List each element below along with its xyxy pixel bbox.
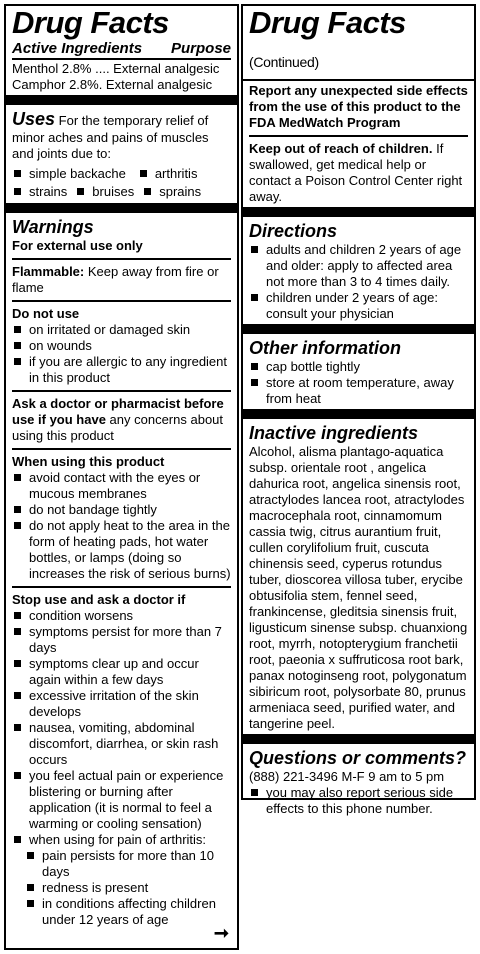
rule — [12, 448, 231, 450]
uses-item: simple backache — [12, 166, 126, 182]
continued-arrow-icon: ➞ — [213, 923, 229, 943]
questions-list — [249, 785, 468, 817]
rule — [12, 258, 231, 260]
section-divider — [241, 734, 476, 744]
list-item: excessive irritation of the skin develops — [12, 688, 231, 720]
inactive-ingredients-text: Alcohol, alisma plantago-aquatica subsp. orientale root , angelica dahurica root, angelica sinensis root, atractylodes lancea root, atractylodes macrocephala root, cinnamomum cassia twig, citrus aurantium fruit, cullen corylifolium fruit, cuscuta chinensis seed, cyperus rotundus tuber, dioscorea villosa tuber, erycibe obtusifolia stem, fennel seed, frankincense, gleditsia sinensis fruit, ligusticum sinense subsp. chuanxiong root, myrrh, notopterygium franchetii root, paeonia x suffruticosa root bark, panax notoginseng root, polygonatum sibiricum root, polysorbate 80, prunus armeniaca seed, purified water, and tangerine peel. — [249, 444, 468, 731]
list-item: you feel actual pain or experience blistering or burning after application (it is normal to feel a warming or cooling sensation) — [12, 768, 231, 832]
list-item: when using for pain of arthritis: — [12, 832, 231, 848]
directions-list — [249, 242, 468, 322]
section-divider — [241, 207, 476, 217]
other-information-list — [249, 359, 468, 407]
when-using-list — [12, 470, 231, 582]
list-item: cap bottle tightly — [249, 359, 468, 375]
uses-heading: Uses — [12, 109, 56, 129]
list-item: symptoms persist for more than 7 days — [12, 624, 231, 656]
keep-out-of-reach: Keep out of reach of children. If swallowed, get medical help or contact a Poison Control Center right away. — [249, 141, 463, 204]
panel-title: Drug Facts — [12, 5, 169, 40]
panel-title: Drug Facts (Continued) — [249, 5, 406, 70]
phone-number: (888) 221-3496 M-F 9 am to 5 pm — [249, 769, 445, 784]
active-line-menthol: Menthol 2.8% .... External analgesic — [12, 61, 220, 76]
rule — [249, 135, 468, 137]
uses-text: For the temporary relief of minor aches and pains of muscles and joints due to: — [12, 113, 209, 161]
list-item: adults and children 2 years of age and older: apply to affected area not more than 3 to 4 times daily. — [249, 242, 468, 290]
when-using-heading: When using this product — [12, 454, 165, 469]
uses-item: arthritis — [138, 166, 198, 182]
purpose-heading: Purpose — [170, 40, 231, 57]
uses-item: sprains — [142, 184, 201, 200]
directions-heading: Directions — [249, 221, 338, 241]
do-not-use-list — [12, 322, 231, 386]
questions-heading: Questions or comments? — [249, 748, 467, 768]
list-item: do not bandage tightly — [12, 502, 231, 518]
section-divider — [4, 95, 239, 105]
list-item: symptoms clear up and occur again within a few days — [12, 656, 231, 688]
rule — [12, 390, 231, 392]
active-line-camphor: Camphor 2.8%. External analgesic — [12, 77, 213, 92]
other-information-heading: Other information — [249, 338, 401, 358]
list-item: nausea, vomiting, abdominal discomfort, diarrhea, or skin rash occurs — [12, 720, 231, 768]
list-subitem: redness is present — [12, 880, 231, 896]
rule — [12, 586, 231, 588]
section-divider — [4, 203, 239, 213]
list-item: store at room temperature, away from heat — [249, 375, 468, 407]
active-ingredients-header — [12, 40, 231, 60]
continued-label: (Continued) — [249, 54, 319, 70]
external-use-notice: For external use only — [12, 238, 143, 253]
list-item: on wounds — [12, 338, 231, 354]
section-divider — [241, 409, 476, 419]
uses-item: strains — [12, 184, 67, 200]
uses-row-2 — [12, 183, 231, 201]
list-subitem: pain persists for more than 10 days — [12, 848, 231, 880]
list-item: do not apply heat to the area in the form of heating pads, hot water bottles, or lamps (doing so increases the risk of serious burns) — [12, 518, 231, 582]
list-item: you may also report serious side effects to this phone number. — [249, 785, 468, 817]
section-divider — [241, 324, 476, 334]
uses-section — [12, 109, 231, 162]
warnings-heading: Warnings — [12, 217, 94, 237]
do-not-use-heading: Do not use — [12, 306, 80, 321]
list-item: children under 2 years of age: consult your physician — [249, 290, 468, 322]
uses-row-1 — [12, 165, 231, 183]
stop-use-list — [12, 608, 231, 928]
flammable-notice: Flammable: Keep away from fire or flame — [12, 264, 219, 295]
drug-facts-panel-left — [4, 4, 239, 950]
active-ingredients-heading: Active Ingredients — [12, 40, 143, 57]
list-item: avoid contact with the eyes or mucous membranes — [12, 470, 231, 502]
stop-use-heading: Stop use and ask a doctor if — [12, 592, 186, 607]
inactive-ingredients-heading: Inactive ingredients — [249, 423, 419, 443]
list-item: on irritated or damaged skin — [12, 322, 231, 338]
uses-item: bruises — [75, 184, 134, 200]
list-subitem: in conditions affecting children under 12 years of age — [12, 896, 231, 928]
list-item: if you are allergic to any ingredient in this product — [12, 354, 231, 386]
list-item: condition worsens — [12, 608, 231, 624]
ask-doctor-notice: Ask a doctor or pharmacist before use if you have any concerns about using this product — [12, 396, 224, 443]
report-notice: Report any unexpected side effects from the use of this product to the FDA MedWatch Program — [249, 83, 468, 130]
rule — [243, 79, 474, 81]
drug-facts-panel-right — [241, 4, 476, 816]
rule — [12, 300, 231, 302]
